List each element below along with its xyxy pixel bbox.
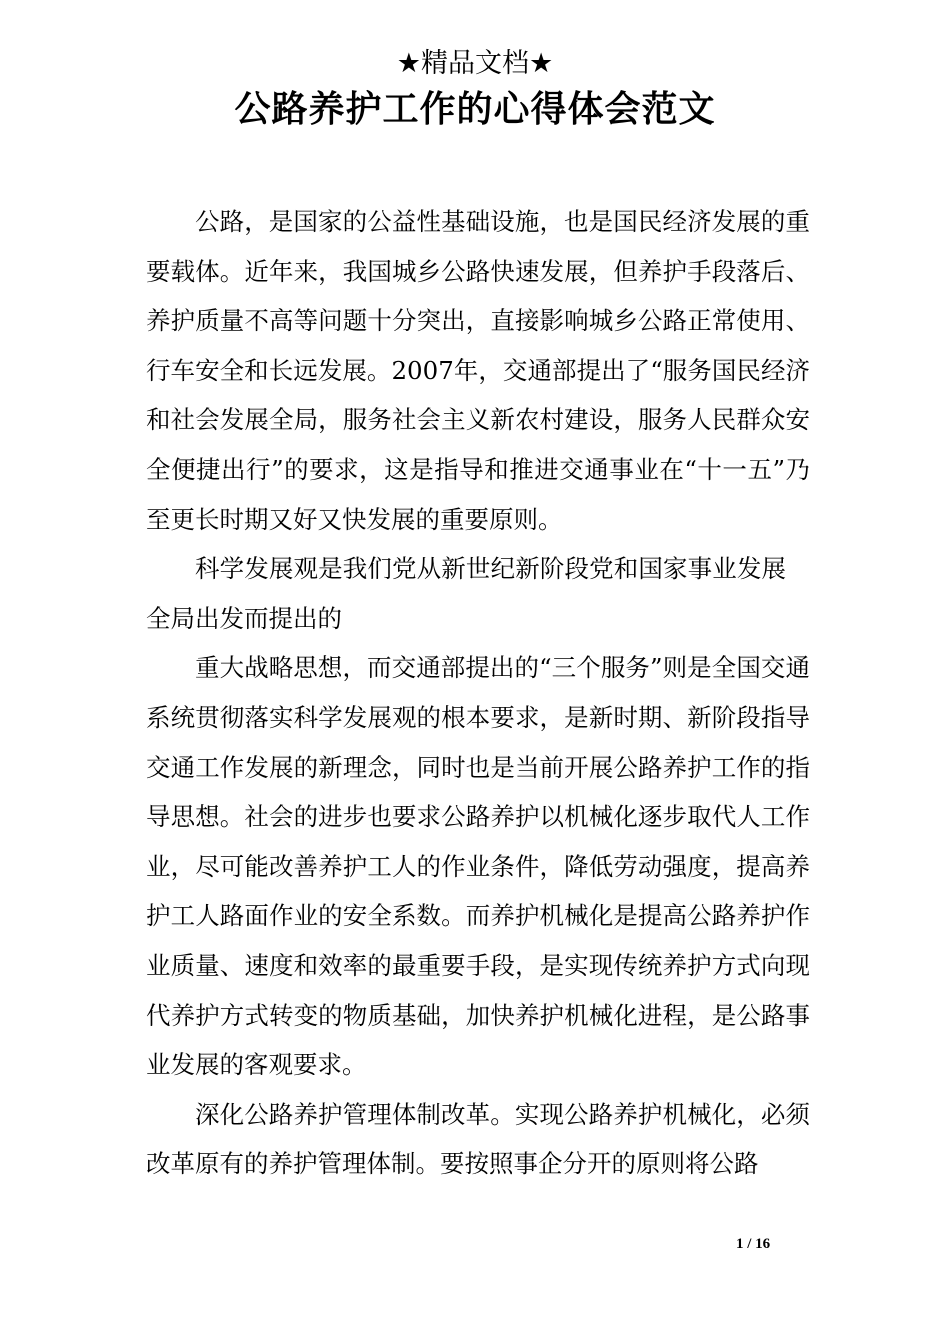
paragraph-4: 深化公路养护管理体制改革。实现公路养护机械化，必须改革原有的养护管理体制。要按照事企分开的原则将公路 — [146, 1099, 810, 1179]
document-title: 公路养护工作的心得体会范文 — [234, 89, 716, 130]
document-header-mark: ★精品文档★ — [396, 48, 554, 79]
paragraph-2: 科学发展观是我们党从新世纪新阶段党和国家事业发展全局出发而提出的 — [146, 554, 786, 633]
page-number: 1 / 16 — [736, 1236, 771, 1252]
paragraph-1: 公路，是国家的公益性基础设施，也是国民经济发展的重要载体。近年来，我国城乡公路快速发展，但养护手段落后、养护质量不高等问题十分突出，直接影响城乡公路正常使用、行车安全和长远发展。2007年，交通部提出了“服务国民经济和社会发展全局，服务社会主义新农村建设，服务人民群众安全便捷出行”的要求，这是指导和推进交通事业在“十一五”乃至更长时期又好又快发展的重要原则。 — [146, 207, 810, 534]
paragraph-3: 重大战略思想，而交通部提出的“三个服务”则是全国交通系统贯彻落实科学发展观的根本要求，是新时期、新阶段指导交通工作发展的新理念，同时也是当前开展公路养护工作的指导思想。社会的进步也要求公路养护以机械化逐步取代人工作业，尽可能改善养护工人的作业条件，降低劳动强度，提高养护工人路面作业的安全系数。而养护机械化是提高公路养护作业质量、速度和效率的最重要手段，是实现传统养护方式向现代养护方式转变的物质基础，加快养护机械化进程，是公路事业发展的客观要求。 — [146, 653, 810, 1080]
document-body — [146, 197, 810, 1189]
